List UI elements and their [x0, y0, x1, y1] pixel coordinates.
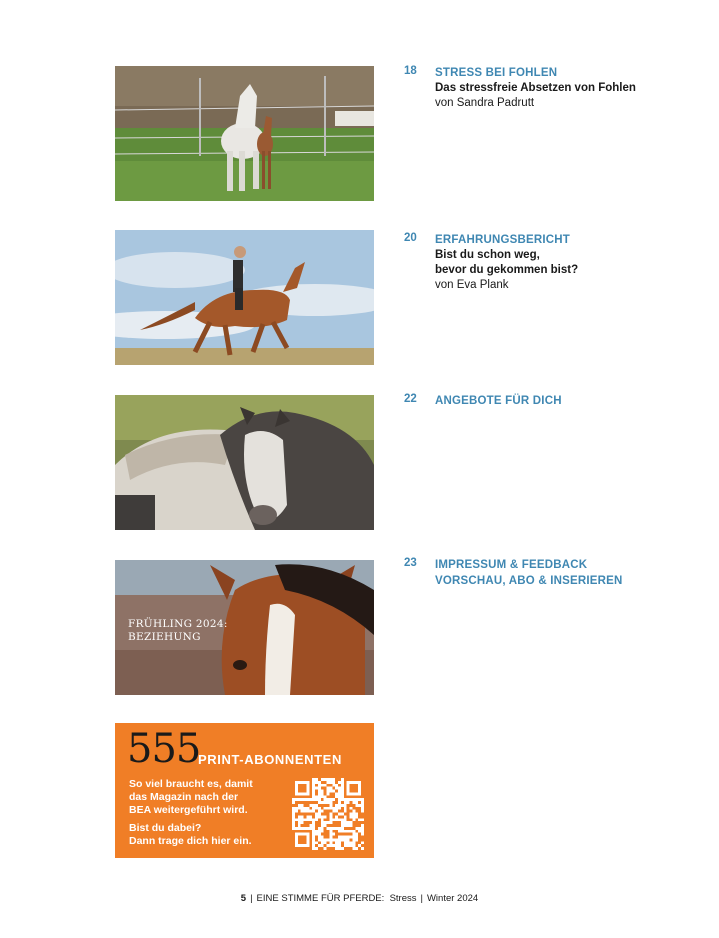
page-number: 18: [404, 65, 417, 77]
entry-title: STRESS BEI FOHLEN: [435, 67, 558, 79]
entry-subtitle-line-2: bevor du gekommen bist?: [435, 264, 579, 276]
white-mare-with-foal-photo: [115, 66, 374, 201]
entry-author: von Sandra Padrutt: [435, 97, 535, 109]
entry-subtitle-line-1: Bist du schon weg,: [435, 249, 540, 261]
footer-issue: Winter 2024: [426, 893, 479, 904]
subscription-promo[interactable]: [115, 723, 374, 858]
entry-title-line-2: VORSCHAU, ABO & INSERIEREN: [435, 575, 623, 587]
subscriber-count: 555: [127, 726, 201, 772]
toc-entry-stress-bei-fohlen[interactable]: [404, 65, 704, 111]
page-footer: 5 | EINE STIMME FÜR PFERDE: Stress | Winter 2024: [240, 893, 479, 904]
footer-page-number: 5: [240, 893, 247, 904]
footer-topic: Stress: [389, 893, 417, 904]
page-number: 23: [404, 557, 417, 569]
page-number: 20: [404, 232, 417, 244]
footer-magazine: EINE STIMME FÜR PFERDE:: [256, 893, 385, 904]
subscriber-label: PRINT-ABONNENTEN: [198, 752, 342, 767]
entry-title-line-1: IMPRESSUM & FEEDBACK: [435, 559, 588, 571]
rider-on-chestnut-horse-photo: [115, 230, 374, 365]
horse-head-preview-photo: [115, 560, 374, 695]
preview-caption: FRÜHLING 2024: BEZIEHUNG: [128, 618, 228, 643]
qr-code-icon[interactable]: [292, 778, 364, 850]
toc-entry-angebote[interactable]: [404, 393, 704, 409]
grey-horses-grooming-photo: [115, 395, 374, 530]
toc-entry-erfahrungsbericht[interactable]: [404, 232, 704, 293]
toc-entry-impressum[interactable]: [404, 557, 704, 589]
entry-title: ERFAHRUNGSBERICHT: [435, 234, 571, 246]
entry-subtitle: Das stressfreie Absetzen von Fohlen: [435, 82, 636, 94]
entry-title: ANGEBOTE FÜR DICH: [435, 395, 562, 407]
page-number: 22: [404, 393, 417, 405]
promo-text: So viel braucht es, damit das Magazin nach der BEA weitergeführt wird. Bist du dabei? Dann trage dich hier ein.: [129, 778, 253, 847]
entry-author: von Eva Plank: [435, 279, 509, 291]
